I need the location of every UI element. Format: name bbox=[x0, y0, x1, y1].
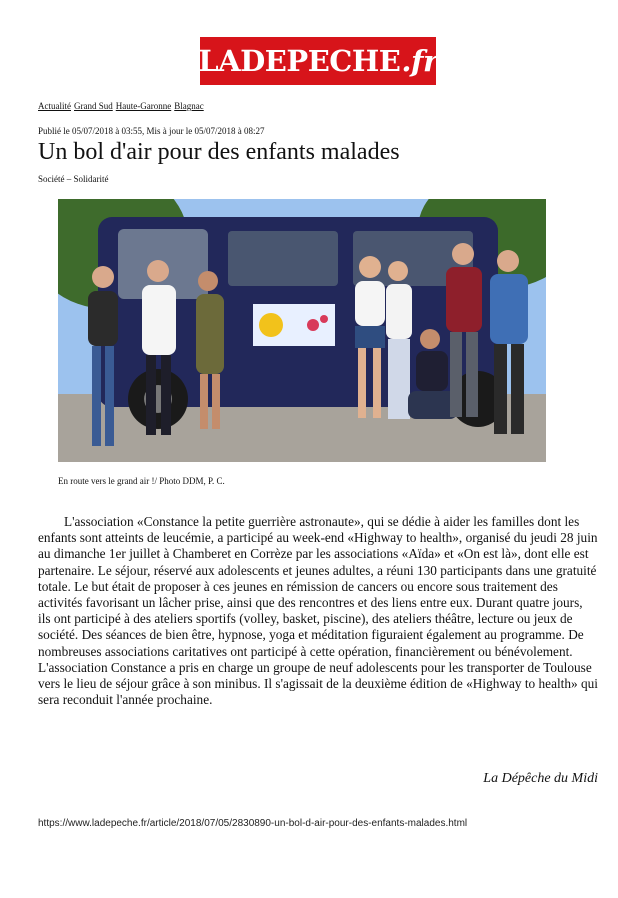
logo-text: LADEPECHE bbox=[198, 44, 401, 78]
group-photo-illustration bbox=[58, 199, 546, 462]
ladepeche-logo[interactable] bbox=[200, 37, 436, 85]
breadcrumb-item-blagnac[interactable]: Blagnac bbox=[174, 101, 204, 111]
photo-caption: En route vers le grand air !/ Photo DDM, P. C. bbox=[58, 476, 225, 486]
article-body: L'association «Constance la petite guerrière astronaute», qui se dédie à aider les familles dont les enfants sont atteints de leucémie, a participé au week-end «Highway to health», organisé du jeudi 28 juin au dimanche 1er juillet à Chamberet en Corrèze par les associations «Aïda» et «On est là», dont elle est partenaire. Le séjour, réservé aux adolescents et jeunes adultes, a réuni 130 participants dans une gratuité totale. Le but était de proposer à ces jeunes en rémission de cancers ou encore sous traitement des activités favorisant un lâcher prise, ainsi que des rencontres et des liens entre eux. Durant quatre jours, ils ont participé à des ateliers sportifs (volley, basket, piscine), des ateliers théâtre, lecture ou jeux de société. Des séances de bien être, hypnose, yoga et méditation figuraient également au programme. De nombreuses associations caritatives ont participé à cette opération, financièrement ou bénévolement. L'association Constance a pris en charge un groupe de neuf adolescents pour les transporter de Toulouse vers le lieu de séjour grâce à son minibus. Il s'agissait de la deuxième édition de «Highway to health» qui sera reconduit l'année prochaine. bbox=[38, 514, 598, 708]
breadcrumb bbox=[38, 101, 207, 111]
breadcrumb-item-actualite[interactable]: Actualité bbox=[38, 101, 71, 111]
breadcrumb-item-haute-garonne[interactable]: Haute-Garonne bbox=[115, 101, 172, 111]
article-category: Société – Solidarité bbox=[38, 174, 109, 184]
logo-suffix: .fr bbox=[401, 44, 438, 78]
breadcrumb-item-grand-sud[interactable]: Grand Sud bbox=[74, 101, 113, 111]
publication-date: Publié le 05/07/2018 à 03:55, Mis à jour le 05/07/2018 à 08:27 bbox=[38, 126, 265, 136]
article-signature: La Dépêche du Midi bbox=[483, 771, 598, 786]
article-photo bbox=[58, 199, 546, 462]
article-title: Un bol d'air pour des enfants malades bbox=[38, 139, 400, 165]
article-url[interactable]: https://www.ladepeche.fr/article/2018/07/05/2830890-un-bol-d-air-pour-des-enfants-malades.html bbox=[38, 818, 468, 829]
